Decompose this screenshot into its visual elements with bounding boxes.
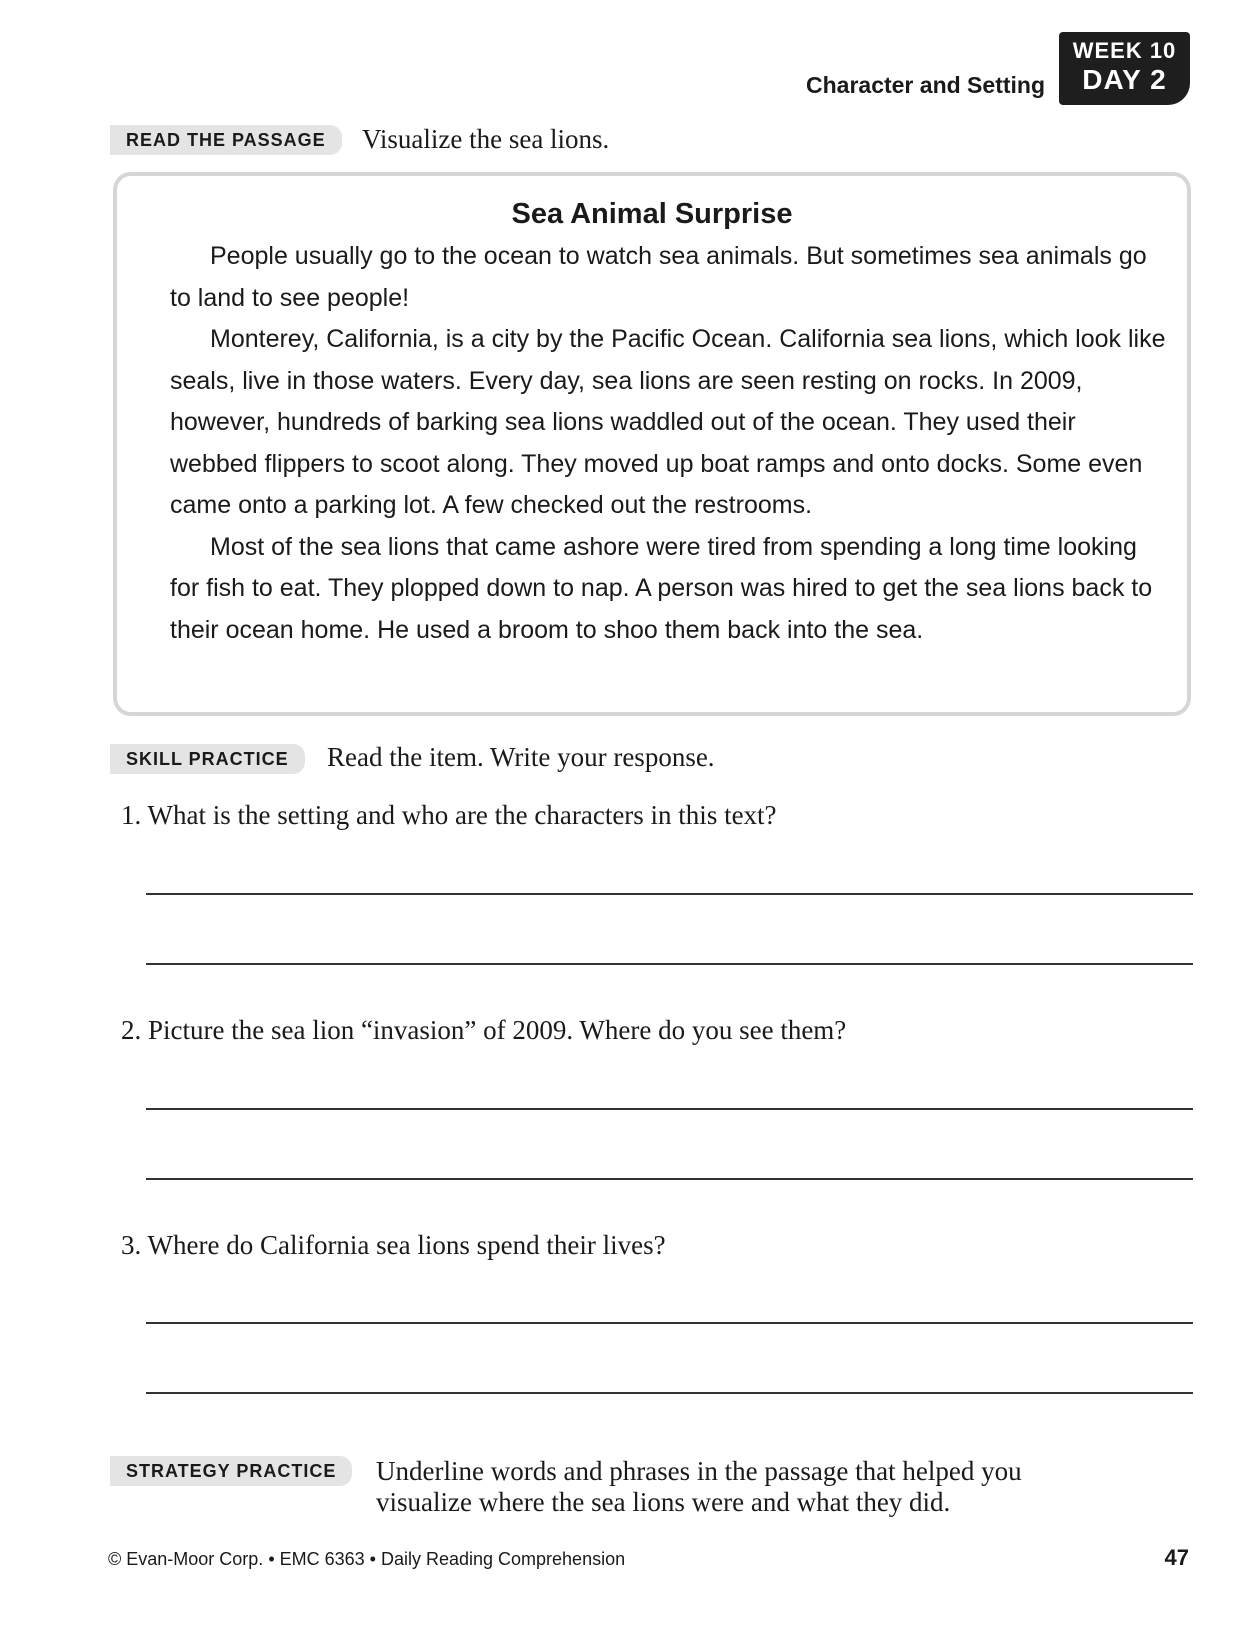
- answer-line[interactable]: [146, 963, 1193, 965]
- footer-credit: © Evan-Moor Corp. • EMC 6363 • Daily Reading Comprehension: [108, 1549, 626, 1569]
- passage-box: [113, 172, 1191, 716]
- read-passage-label: READ THE PASSAGE: [110, 125, 342, 155]
- strategy-line-1: Underline words and phrases in the passage that helped you: [376, 1456, 1022, 1486]
- week-day-tab: [1059, 32, 1190, 105]
- passage-paragraph: Most of the sea lions that came ashore were tired from spending a long time looking for fish to eat. They plopped down to nap. A person was hired to get the sea lions back to their ocean home. He used a broom to shoo them back into the sea.: [170, 532, 1153, 644]
- skill-practice-label: SKILL PRACTICE: [110, 744, 305, 774]
- answer-line[interactable]: [146, 1178, 1193, 1180]
- page-number: 47: [1164, 1545, 1189, 1570]
- answer-line[interactable]: [146, 1108, 1193, 1110]
- skill-title: Character and Setting: [806, 72, 1045, 98]
- answer-line[interactable]: [146, 893, 1193, 895]
- question-3: 3. Where do California sea lions spend their lives?: [121, 1230, 666, 1260]
- read-passage-instruction: Visualize the sea lions.: [362, 124, 610, 154]
- question-1: 1. What is the setting and who are the characters in this text?: [121, 800, 777, 830]
- passage-body: [170, 236, 1170, 651]
- answer-line[interactable]: [146, 1392, 1193, 1394]
- day-label: DAY 2: [1082, 64, 1167, 95]
- week-label: WEEK 10: [1072, 38, 1177, 63]
- passage-paragraph: Monterey, California, is a city by the Pacific Ocean. California sea lions, which look like seals, live in those waters. Every day, sea lions are seen resting on rocks. In 2009, however, hundreds of barking sea lions waddled out of the ocean. They used their webbed flippers to scoot along. They moved up boat ramps and onto docks. Some even came onto a parking lot. A few checked out the restrooms.: [170, 325, 1166, 519]
- question-2: 2. Picture the sea lion “invasion” of 2009. Where do you see them?: [121, 1015, 847, 1045]
- skill-practice-instruction: Read the item. Write your response.: [327, 742, 715, 772]
- answer-line[interactable]: [146, 1322, 1193, 1324]
- strategy-line-2: visualize where the sea lions were and what they did.: [376, 1487, 951, 1517]
- strategy-practice-instruction: [376, 1456, 1176, 1518]
- passage-paragraph: People usually go to the ocean to watch sea animals. But sometimes sea animals go to land to see people!: [170, 242, 1147, 312]
- strategy-practice-label: STRATEGY PRACTICE: [110, 1456, 352, 1486]
- passage-title: Sea Animal Surprise: [511, 198, 793, 230]
